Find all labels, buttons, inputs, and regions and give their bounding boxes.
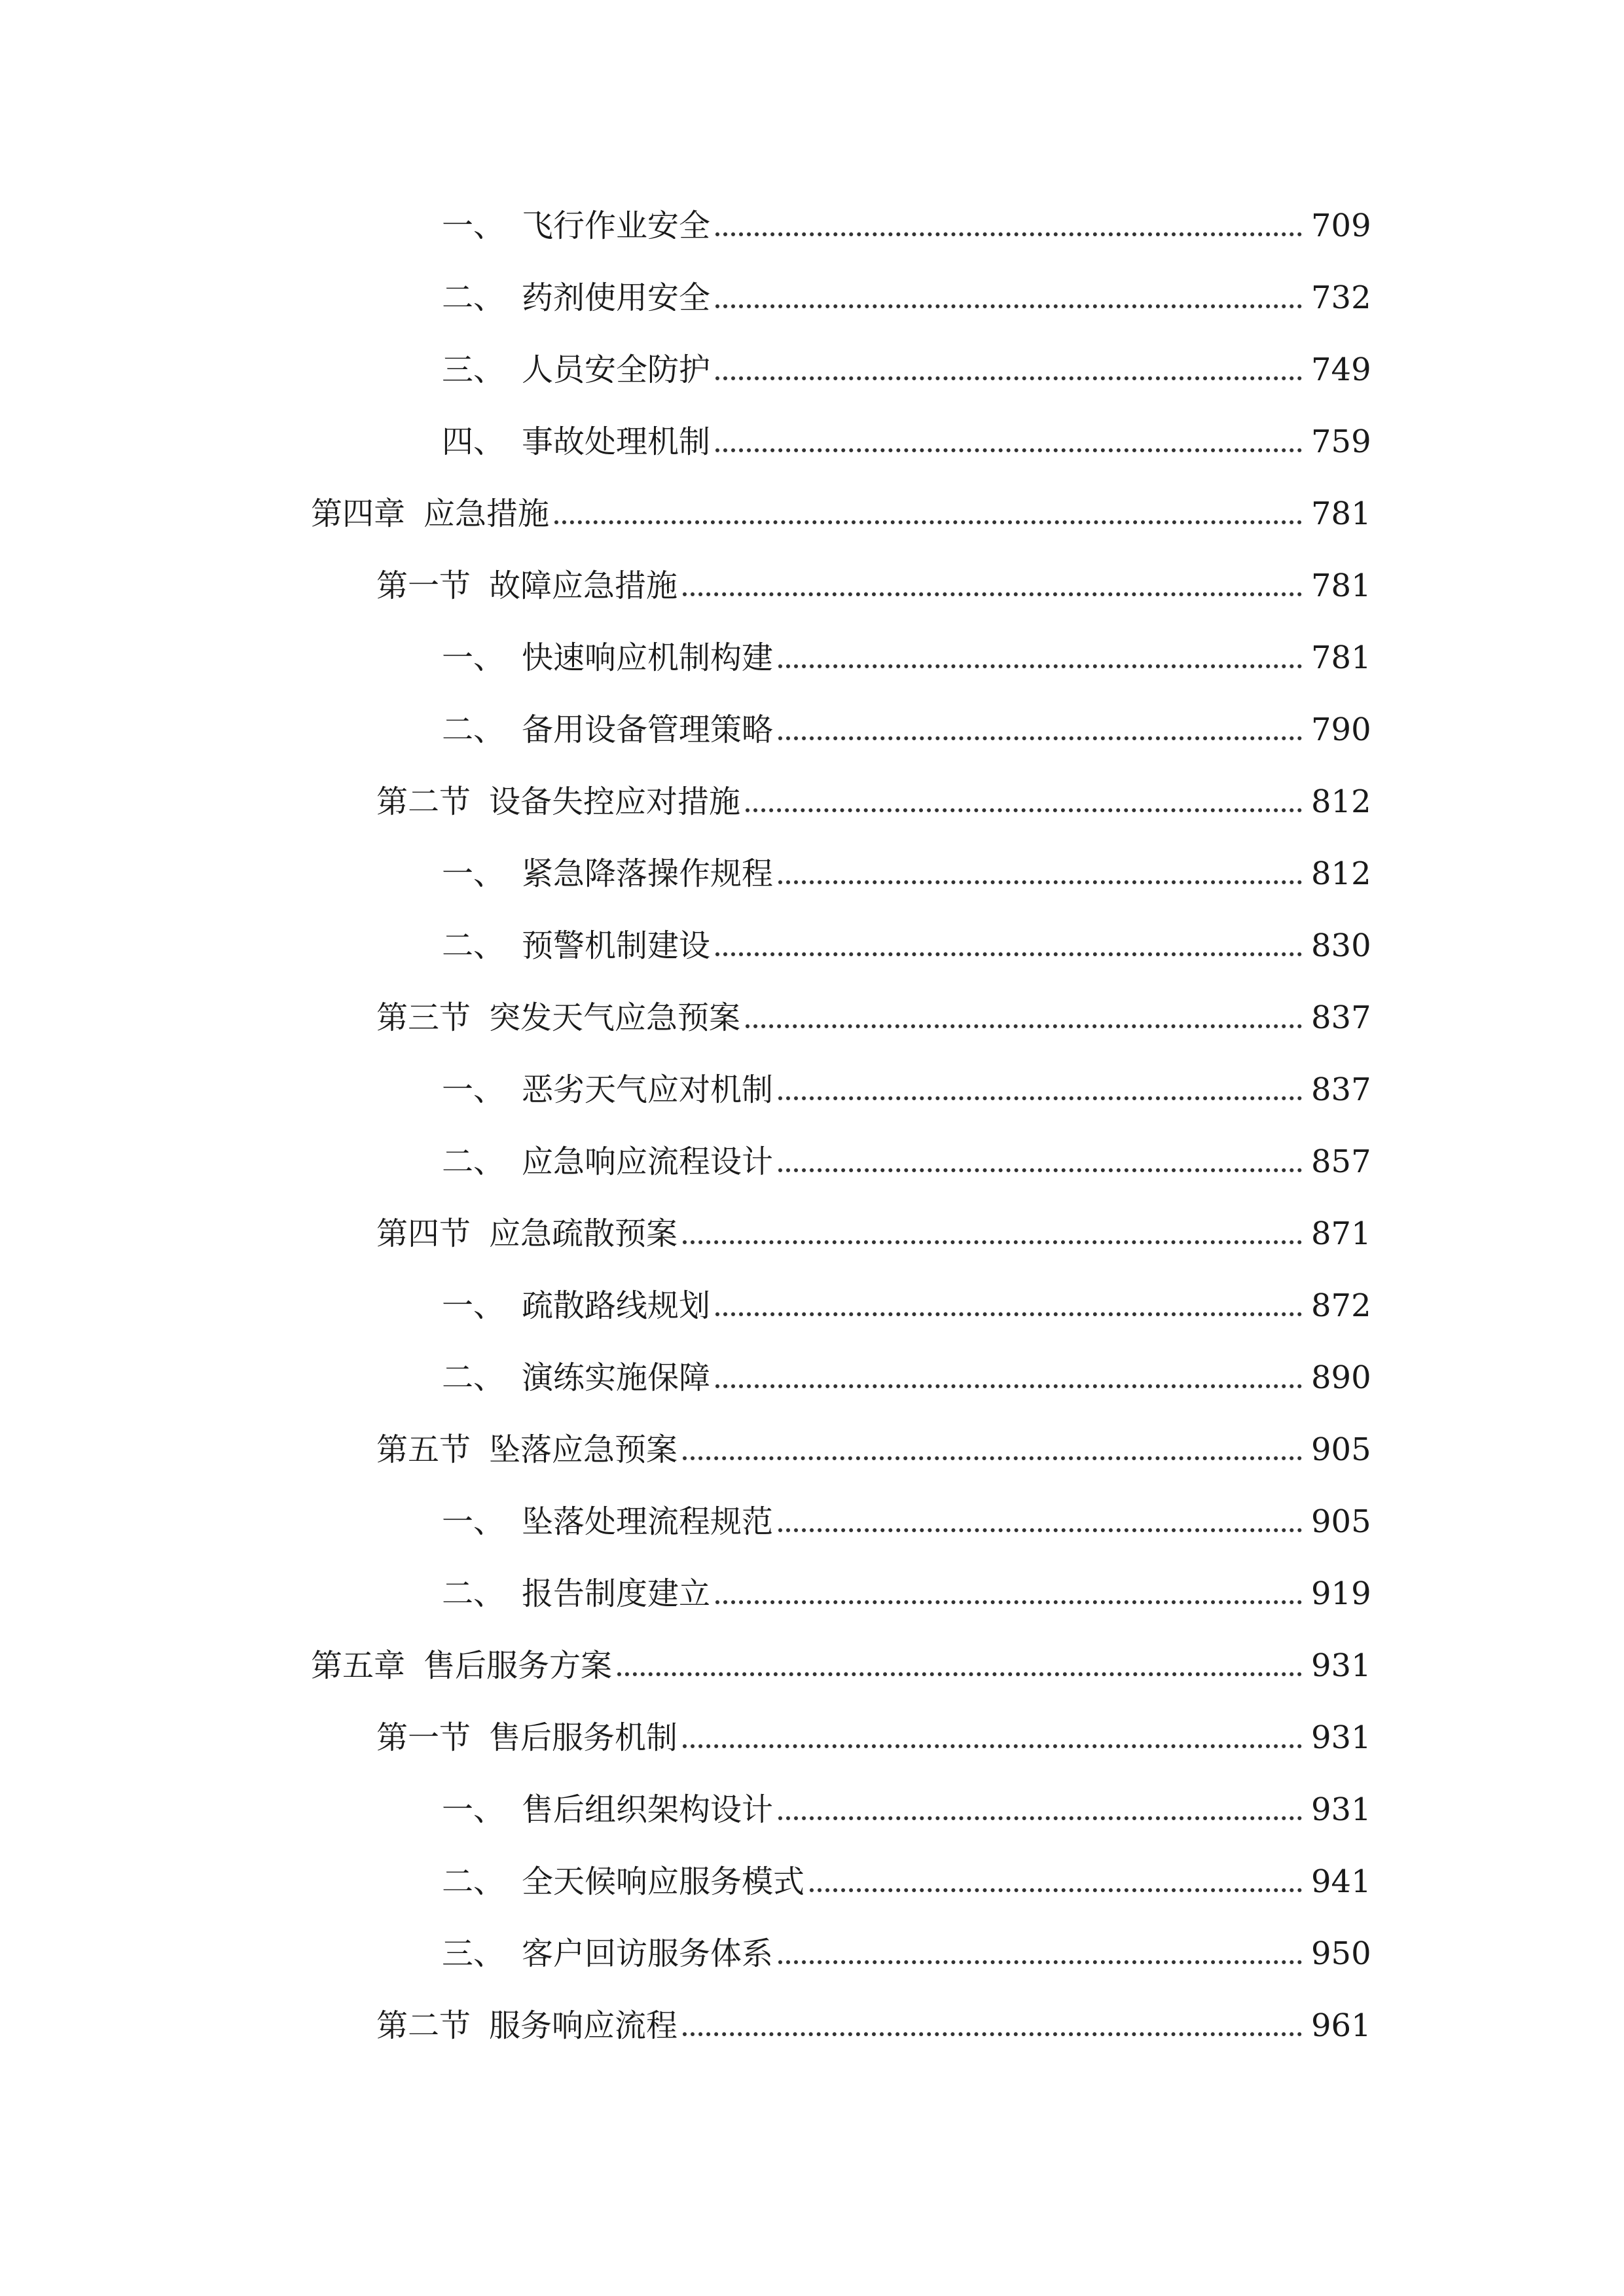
toc-entry-number: 二、 <box>442 927 505 964</box>
toc-entry[interactable] <box>0 1270 1624 1342</box>
toc-entry-title: 应急疏散预案 <box>489 1215 678 1252</box>
toc-entry-title: 全天候响应服务模式 <box>522 1863 805 1900</box>
dot-leader <box>683 1240 1302 1244</box>
dot-leader <box>683 1744 1302 1748</box>
dot-leader <box>715 304 1302 308</box>
toc-entry-title: 恶劣天气应对机制 <box>522 1071 774 1108</box>
toc-entry-page-number: 781 <box>1311 567 1371 604</box>
toc-entry-number: 三、 <box>442 1935 505 1972</box>
toc-entry-title: 坠落应急预案 <box>489 1431 678 1468</box>
toc-entry-number: 一、 <box>442 1503 505 1540</box>
toc-entry[interactable] <box>0 694 1624 766</box>
toc-entry[interactable] <box>0 1414 1624 1486</box>
dot-leader <box>715 952 1302 956</box>
toc-entry-number: 二、 <box>442 1575 505 1612</box>
toc-entry[interactable] <box>0 1846 1624 1918</box>
toc-entry-title: 故障应急措施 <box>489 567 678 604</box>
toc-entry-label <box>442 279 711 316</box>
toc-entry-number: 第四章 <box>311 495 406 532</box>
toc-entry-label <box>442 207 711 244</box>
toc-entry-title: 人员安全防护 <box>522 351 711 388</box>
toc-entry-page-number: 837 <box>1311 1071 1371 1108</box>
toc-entry[interactable] <box>0 550 1624 622</box>
toc-entry-page-number: 871 <box>1311 1215 1371 1252</box>
toc-entry-page-number: 749 <box>1311 351 1371 388</box>
toc-entry-page-number: 857 <box>1311 1143 1371 1180</box>
dot-leader <box>683 1456 1302 1460</box>
toc-entry-label <box>376 567 678 604</box>
toc-entry-label <box>376 783 741 820</box>
toc-entry-page-number: 905 <box>1311 1503 1371 1540</box>
toc-entry-page-number: 812 <box>1311 855 1371 892</box>
toc-entry-title: 服务响应流程 <box>489 2007 678 2044</box>
toc-entry[interactable] <box>0 1918 1624 1990</box>
dot-leader <box>715 1312 1302 1316</box>
toc-entry-page-number: 830 <box>1311 927 1371 964</box>
toc-entry[interactable] <box>0 1630 1624 1702</box>
dot-leader <box>778 1960 1302 1964</box>
toc-entry-label <box>376 2007 678 2044</box>
toc-entry[interactable] <box>0 1126 1624 1198</box>
toc-entry-label <box>442 1791 774 1828</box>
toc-entry-label <box>442 1359 711 1396</box>
dot-leader <box>746 808 1302 812</box>
toc-entry-number: 一、 <box>442 1791 505 1828</box>
toc-entry-title: 药剂使用安全 <box>522 279 711 316</box>
toc-entry-page-number: 872 <box>1311 1287 1371 1324</box>
toc-entry[interactable] <box>0 1342 1624 1414</box>
toc-entry-page-number: 790 <box>1311 711 1371 748</box>
toc-entry-label <box>442 1287 711 1324</box>
toc-entry-label <box>442 639 774 676</box>
dot-leader <box>715 376 1302 380</box>
toc-entry-page-number: 931 <box>1311 1791 1371 1828</box>
toc-entry[interactable] <box>0 982 1624 1054</box>
toc-entry-title: 售后服务机制 <box>489 1719 678 1756</box>
toc-entry-label <box>442 1935 774 1972</box>
dot-leader <box>746 1024 1302 1028</box>
toc-entry-label <box>442 351 711 388</box>
toc-entry-number: 二、 <box>442 1863 505 1900</box>
toc-entry[interactable] <box>0 1198 1624 1270</box>
toc-entry-title: 备用设备管理策略 <box>522 711 774 748</box>
toc-entry[interactable] <box>0 1702 1624 1774</box>
toc-entry-title: 坠落处理流程规范 <box>522 1503 774 1540</box>
toc-entry-title: 疏散路线规划 <box>522 1287 711 1324</box>
dot-leader <box>554 520 1302 524</box>
toc-entry-number: 第三节 <box>376 999 471 1036</box>
toc-entry-label <box>442 711 774 748</box>
toc-entry-page-number: 781 <box>1311 495 1371 532</box>
toc-entry-number: 一、 <box>442 207 505 244</box>
dot-leader <box>778 664 1302 668</box>
toc-entry[interactable] <box>0 190 1624 262</box>
toc-entry-number: 二、 <box>442 1143 505 1180</box>
toc-entry-number: 第四节 <box>376 1215 471 1252</box>
toc-entry-page-number: 919 <box>1311 1575 1371 1612</box>
toc-entry-title: 预警机制建设 <box>522 927 711 964</box>
toc-entry-page-number: 812 <box>1311 783 1371 820</box>
toc-entry[interactable] <box>0 478 1624 550</box>
toc-entry-number: 二、 <box>442 279 505 316</box>
toc-entry[interactable] <box>0 262 1624 334</box>
toc-entry-number: 第一节 <box>376 1719 471 1756</box>
toc-entry-title: 报告制度建立 <box>522 1575 711 1612</box>
toc-entry-title: 售后服务方案 <box>424 1647 613 1684</box>
dot-leader <box>778 1528 1302 1532</box>
dot-leader <box>683 2032 1302 2036</box>
toc-entry-page-number: 709 <box>1311 207 1371 244</box>
dot-leader <box>810 1888 1302 1892</box>
table-of-contents <box>0 190 1624 2062</box>
toc-entry-page-number: 905 <box>1311 1431 1371 1468</box>
toc-entry-page-number: 759 <box>1311 423 1371 460</box>
dot-leader <box>617 1672 1302 1676</box>
toc-entry[interactable] <box>0 1774 1624 1846</box>
toc-entry-label <box>376 1215 678 1252</box>
toc-entry-page-number: 941 <box>1311 1863 1371 1900</box>
toc-entry-label <box>442 1503 774 1540</box>
toc-entry-page-number: 890 <box>1311 1359 1371 1396</box>
toc-entry[interactable] <box>0 334 1624 406</box>
toc-entry-title: 应急措施 <box>424 495 550 532</box>
toc-entry-page-number: 732 <box>1311 279 1371 316</box>
toc-entry[interactable] <box>0 1054 1624 1126</box>
toc-entry-label <box>376 999 741 1036</box>
toc-entry-label <box>442 855 774 892</box>
toc-entry[interactable] <box>0 1486 1624 1558</box>
toc-entry-label <box>442 1575 711 1612</box>
dot-leader <box>715 448 1302 452</box>
toc-entry-label <box>442 423 711 460</box>
dot-leader <box>778 1168 1302 1172</box>
dot-leader <box>715 1384 1302 1388</box>
toc-entry-title: 应急响应流程设计 <box>522 1143 774 1180</box>
toc-entry-label <box>442 1071 774 1108</box>
toc-entry-number: 第一节 <box>376 567 471 604</box>
toc-entry[interactable] <box>0 622 1624 694</box>
dot-leader <box>778 880 1302 884</box>
toc-entry-label <box>442 1863 805 1900</box>
toc-entry-number: 第五节 <box>376 1431 471 1468</box>
toc-entry-number: 三、 <box>442 351 505 388</box>
dot-leader <box>715 1600 1302 1604</box>
toc-entry-number: 第二节 <box>376 783 471 820</box>
toc-entry-label <box>442 927 711 964</box>
toc-entry-label <box>442 1143 774 1180</box>
toc-entry[interactable] <box>0 1558 1624 1630</box>
toc-entry-page-number: 781 <box>1311 639 1371 676</box>
toc-entry-label <box>376 1719 678 1756</box>
dot-leader <box>683 592 1302 596</box>
toc-entry[interactable] <box>0 1990 1624 2062</box>
toc-entry-page-number: 931 <box>1311 1647 1371 1684</box>
toc-entry[interactable] <box>0 766 1624 838</box>
toc-entry-title: 售后组织架构设计 <box>522 1791 774 1828</box>
toc-entry-page-number: 950 <box>1311 1935 1371 1972</box>
toc-entry-number: 一、 <box>442 1071 505 1108</box>
toc-entry[interactable] <box>0 838 1624 910</box>
toc-entry-number: 二、 <box>442 1359 505 1396</box>
toc-entry-number: 第二节 <box>376 2007 471 2044</box>
toc-entry-title: 快速响应机制构建 <box>522 639 774 676</box>
toc-entry-label <box>311 495 550 532</box>
toc-entry-number: 一、 <box>442 1287 505 1324</box>
toc-entry-number: 一、 <box>442 639 505 676</box>
toc-entry-label <box>311 1647 613 1684</box>
toc-entry-title: 事故处理机制 <box>522 423 711 460</box>
dot-leader <box>778 1816 1302 1820</box>
toc-entry-title: 设备失控应对措施 <box>489 783 741 820</box>
toc-entry-title: 客户回访服务体系 <box>522 1935 774 1972</box>
toc-entry-title: 飞行作业安全 <box>522 207 711 244</box>
toc-entry-number: 四、 <box>442 423 505 460</box>
toc-entry[interactable] <box>0 406 1624 478</box>
toc-entry-page-number: 931 <box>1311 1719 1371 1756</box>
toc-entry-title: 紧急降落操作规程 <box>522 855 774 892</box>
toc-entry-page-number: 961 <box>1311 2007 1371 2044</box>
toc-entry-number: 第五章 <box>311 1647 406 1684</box>
toc-entry-page-number: 837 <box>1311 999 1371 1036</box>
dot-leader <box>778 736 1302 740</box>
dot-leader <box>778 1096 1302 1100</box>
toc-entry-title: 演练实施保障 <box>522 1359 711 1396</box>
toc-entry-label <box>376 1431 678 1468</box>
toc-entry[interactable] <box>0 910 1624 982</box>
dot-leader <box>715 232 1302 236</box>
toc-entry-number: 二、 <box>442 711 505 748</box>
toc-entry-number: 一、 <box>442 855 505 892</box>
toc-entry-title: 突发天气应急预案 <box>489 999 741 1036</box>
